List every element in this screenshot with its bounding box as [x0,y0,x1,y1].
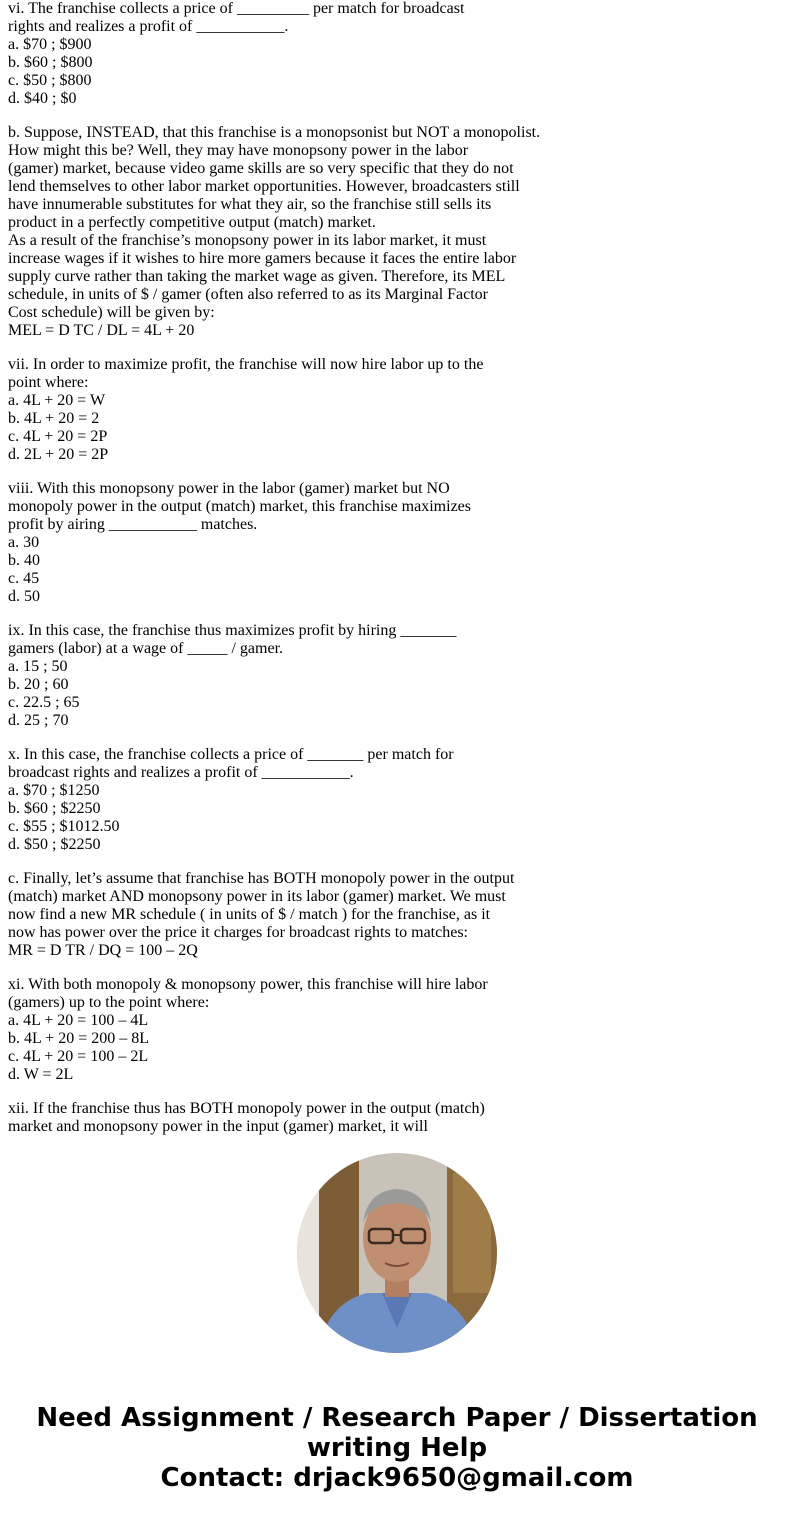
text-line: As a result of the franchise’s monopsony power in its labor market, it must [8,232,487,249]
text-line: a. 15 ; 50 [8,658,68,675]
person-photo-icon [297,1153,497,1353]
text-block [8,480,788,606]
text-line: profit by airing ___________ matches. [8,516,258,533]
text-line: c. Finally, let’s assume that franchise has BOTH monopoly power in the output [8,870,515,887]
text-line: b. $60 ; $800 [8,54,93,71]
text-line: d. 50 [8,588,40,605]
text-line: rights and realizes a profit of ___________. [8,18,289,35]
text-block [8,870,788,960]
text-line: (match) market AND monopsony power in its labor (gamer) market. We must [8,888,506,905]
promo-line-2: writing Help [306,1433,488,1463]
text-block [8,0,788,108]
text-line: vi. The franchise collects a price of _________ per match for broadcast [8,0,465,17]
text-line: increase wages if it wishes to hire more gamers because it faces the entire labor [8,250,517,267]
text-line: b. Suppose, INSTEAD, that this franchise is a monopsonist but NOT a monopolist. [8,124,541,141]
text-line: b. $60 ; $2250 [8,800,101,817]
text-line: ix. In this case, the franchise thus maximizes profit by hiring _______ [8,622,457,639]
text-line: c. 4L + 20 = 100 – 2L [8,1048,149,1065]
text-line: monopoly power in the output (match) market, this franchise maximizes [8,498,471,515]
text-line: MEL = D TC / DL = 4L + 20 [8,322,195,339]
text-line: b. 40 [8,552,40,569]
text-line: c. 4L + 20 = 2P [8,428,108,445]
text-line: schedule, in units of $ / gamer (often also referred to as its Marginal Factor [8,286,489,303]
text-line: xi. With both monopoly & monopsony power, this franchise will hire labor [8,976,488,993]
text-line: c. 22.5 ; 65 [8,694,80,711]
avatar [297,1153,497,1353]
text-line: now has power over the price it charges for broadcast rights to matches: [8,924,468,941]
text-line: xii. If the franchise thus has BOTH monopoly power in the output (match) [8,1100,485,1117]
text-line: (gamer) market, because video game skills are so very specific that they do not [8,160,514,177]
text-line: a. $70 ; $900 [8,36,92,53]
text-line: c. $55 ; $1012.50 [8,818,120,835]
text-line: viii. With this monopsony power in the labor (gamer) market but NO [8,480,450,497]
text-line: c. 45 [8,570,40,587]
text-line: a. 4L + 20 = W [8,392,106,409]
text-line: d. W = 2L [8,1066,74,1083]
text-block [8,622,788,730]
text-line: supply curve rather than taking the market wage as given. Therefore, its MEL [8,268,506,285]
text-block [8,746,788,854]
text-line: now find a new MR schedule ( in units of $ / match ) for the franchise, as it [8,906,491,923]
text-line: b. 4L + 20 = 2 [8,410,100,427]
text-line: d. $40 ; $0 [8,90,77,107]
text-line: market and monopsony power in the input (gamer) market, it will [8,1118,428,1135]
text-line: c. $50 ; $800 [8,72,92,89]
text-line: Cost schedule) will be given by: [8,304,215,321]
text-line: d. 25 ; 70 [8,712,69,729]
text-line: product in a perfectly competitive output (match) market. [8,214,376,231]
text-line: have innumerable substitutes for what they air, so the franchise still sells its [8,196,492,213]
promo-banner [0,1403,794,1493]
text-block [8,356,788,464]
promo-contact: Contact: drjack9650@gmail.com [160,1463,634,1493]
text-line: gamers (labor) at a wage of _____ / gamer. [8,640,284,657]
text-line: d. $50 ; $2250 [8,836,101,853]
text-block [8,976,788,1084]
text-line: point where: [8,374,89,391]
promo-line-1: Need Assignment / Research Paper / Dissertation [36,1403,758,1433]
text-line: vii. In order to maximize profit, the franchise will now hire labor up to the [8,356,484,373]
text-line: (gamers) up to the point where: [8,994,210,1011]
text-line: x. In this case, the franchise collects a price of _______ per match for [8,746,454,763]
text-line: a. 4L + 20 = 100 – 4L [8,1012,149,1029]
text-line: How might this be? Well, they may have monopsony power in the labor [8,142,469,159]
text-line: a. 30 [8,534,40,551]
text-block [8,124,788,340]
text-line: broadcast rights and realizes a profit of ___________. [8,764,354,781]
text-line: b. 20 ; 60 [8,676,69,693]
text-block [8,1100,788,1136]
text-line: MR = D TR / DQ = 100 – 2Q [8,942,198,959]
text-line: b. 4L + 20 = 200 – 8L [8,1030,149,1047]
document-text [8,0,788,1135]
text-line: a. $70 ; $1250 [8,782,100,799]
text-line: d. 2L + 20 = 2P [8,446,109,463]
text-line: lend themselves to other labor market opportunities. However, broadcasters still [8,178,520,195]
